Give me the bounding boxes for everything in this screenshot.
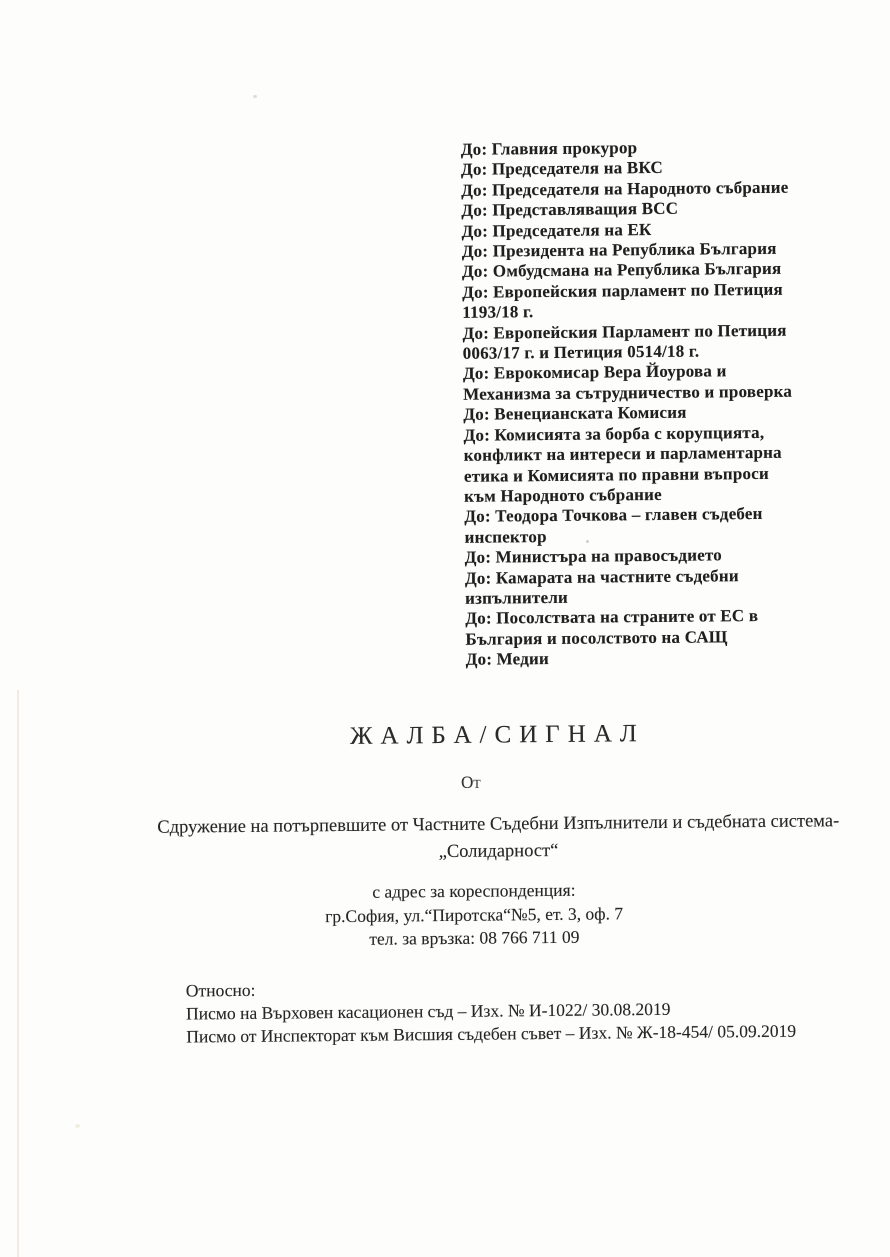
address-phone-line: тел. за връзка: 08 766 711 09 [369, 926, 580, 949]
organization-name-line: Сдружение на потърпевшите от Частните Съдебни Изпълнители и съдебната система- [157, 811, 840, 838]
from-label: От [460, 772, 481, 792]
addressee-line: До: Председателя на Народното събрание [461, 177, 789, 200]
addressee-line: До: Медии [465, 649, 550, 669]
addressee-line: До: Председателя на ВКС [460, 158, 664, 180]
addressee-line: 1193/18 г. [462, 302, 534, 323]
addressee-line: До: Венецианската Комисия [463, 402, 687, 425]
addressee-line: 0063/17 г. и Петиция 0514/18 г. [462, 341, 700, 363]
scan-speck-artifact [75, 1124, 80, 1128]
addressee-line: към Народното събрание [464, 484, 662, 506]
regarding-line: Писмо от Инспекторат към Висшия съдебен съвет – Изх. № Ж-18-454/ 05.09.2019 [186, 1020, 797, 1047]
addressee-line: До: Теодора Точкова – главен съдебен [464, 504, 763, 527]
regarding-label: Относно: [185, 979, 256, 1001]
address-line: с адрес за кореспонденция: [372, 879, 576, 902]
scan-crease-artifact [17, 690, 19, 1257]
addressee-line: България и посолството на САЩ [465, 627, 728, 649]
scan-speck-artifact [586, 540, 589, 543]
document-title: ЖАЛБА/СИГНАЛ [349, 720, 645, 750]
addressee-line: инспектор [464, 526, 547, 547]
addressee-line: До: Посолствата на страните от ЕС в [465, 606, 759, 629]
addressee-line: До: Комисията за борба с корупцията, [463, 422, 765, 445]
addressee-line: До: Министъра на правосъдието [464, 545, 723, 567]
sender-organization [53, 807, 890, 870]
addressee-line: До: Президента на Република България [461, 238, 777, 261]
addressee-line: конфликт на интереси и парламентарна [463, 442, 782, 465]
addressee-list [461, 136, 866, 670]
addressee-line: До: Председателя на ЕК [461, 219, 652, 241]
addressee-line: До: Представляващия ВСС [461, 198, 679, 221]
addressee-line: Механизма за сътрудничество и проверка [463, 381, 793, 404]
addressee-line: До: Еврокомисар Вера Йоурова и [462, 361, 727, 384]
address-line: гр.София, ул.“Пиротска“№5, ет. 3, оф. 7 [325, 902, 624, 926]
addressee-line: До: Главния прокурор [460, 138, 638, 159]
addressee-line: До: Европейския Парламент по Петиция [462, 320, 787, 343]
organization-name-line: „Солидарност“ [438, 840, 559, 863]
scan-speck-artifact [253, 95, 257, 98]
addressee-line: изпълнители [465, 587, 569, 608]
addressee-line: До: Омбудсмана на Република България [461, 259, 782, 282]
addressee-line: етика и Комисията по правни въпроси [463, 463, 769, 486]
regarding-line: Писмо на Върховен касационен съд – Изх. № И-1022/ 30.08.2019 [185, 998, 671, 1024]
regarding-section [186, 973, 867, 1049]
correspondence-address [29, 875, 890, 954]
addressee-line: До: Европейския парламент по Петиция [462, 279, 783, 302]
addressee-line: До: Камарата на частните съдебни [464, 565, 739, 588]
